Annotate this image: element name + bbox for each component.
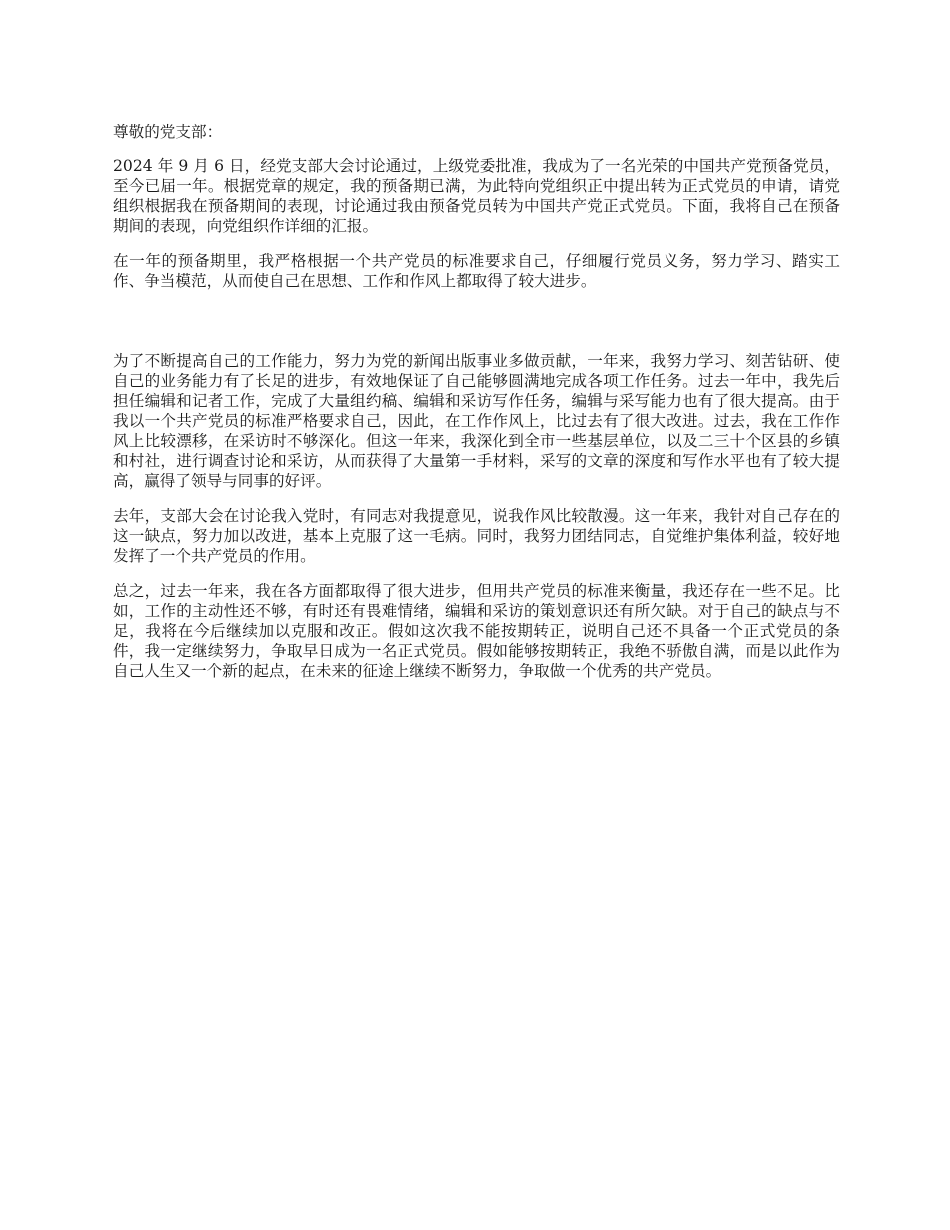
paragraph-intro: 2024 年 9 月 6 日，经党支部大会讨论通过，上级党委批准，我成为了一名光荣的中国共产党预备党员，至今已届一年。根据党章的规定，我的预备期已满，为此特向党组织正中提出转为正式党员的申请，请党组织根据我在预备期间的表现，讨论通过我由预备党员转为中国共产党正式党员。下面，我将自己在预备期间的表现，向党组织作详细的汇报。: [113, 157, 840, 235]
paragraph-conclusion: 总之，过去一年来，我在各方面都取得了很大进步，但用共产党员的标准来衡量，我还存在一些不足。比如，工作的主动性还不够，有时还有畏难情绪，编辑和采访的策划意识还有所欠缺。对于自己的缺点与不足，我将在今后继续加以克服和改正。假如这次我不能按期转正，说明自己还不具备一个正式党员的条件，我一定继续努力，争取早日成为一名正式党员。假如能够按期转正，我绝不骄傲自满，而是以此作为自己人生又一个新的起点，在未来的征途上继续不断努力，争取做一个优秀的共产党员。: [113, 582, 840, 680]
paragraph-style: 去年，支部大会在讨论我入党时，有同志对我提意见，说我作风比较散漫。这一年来，我针对自己存在的这一缺点，努力加以改进，基本上克服了这一毛病。同时，我努力团结同志，自觉维护集体利益，较好地发挥了一个共产党员的作用。: [113, 507, 840, 565]
salutation: 尊敬的党支部：: [113, 123, 223, 141]
paragraph-work: 为了不断提高自己的工作能力，努力为党的新闻出版事业多做贡献，一年来，我努力学习、刻苦钻研、使自己的业务能力有了长足的进步，有效地保证了自己能够圆满地完成各项工作任务。过去一年中，我先后担任编辑和记者工作，完成了大量组约稿、编辑和采访写作任务，编辑与采写能力也有了很大提高。由于我以一个共产党员的标准严格要求自己，因此，在工作作风上，比过去有了很大改进。过去，我在工作作风上比较漂移，在采访时不够深化。但这一年来，我深化到全市一些基层单位，以及二三十个区县的乡镇和村社，进行调查讨论和采访，从而获得了大量第一手材料，采写的文章的深度和写作水平也有了较大提高，赢得了领导与同事的好评。: [113, 352, 840, 490]
document-body: [113, 122, 840, 696]
paragraph-summary: 在一年的预备期里，我严格根据一个共产党员的标准要求自己，仔细履行党员义务，努力学习、踏实工作、争当模范，从而使自己在思想、工作和作风上都取得了较大进步。: [113, 252, 840, 290]
